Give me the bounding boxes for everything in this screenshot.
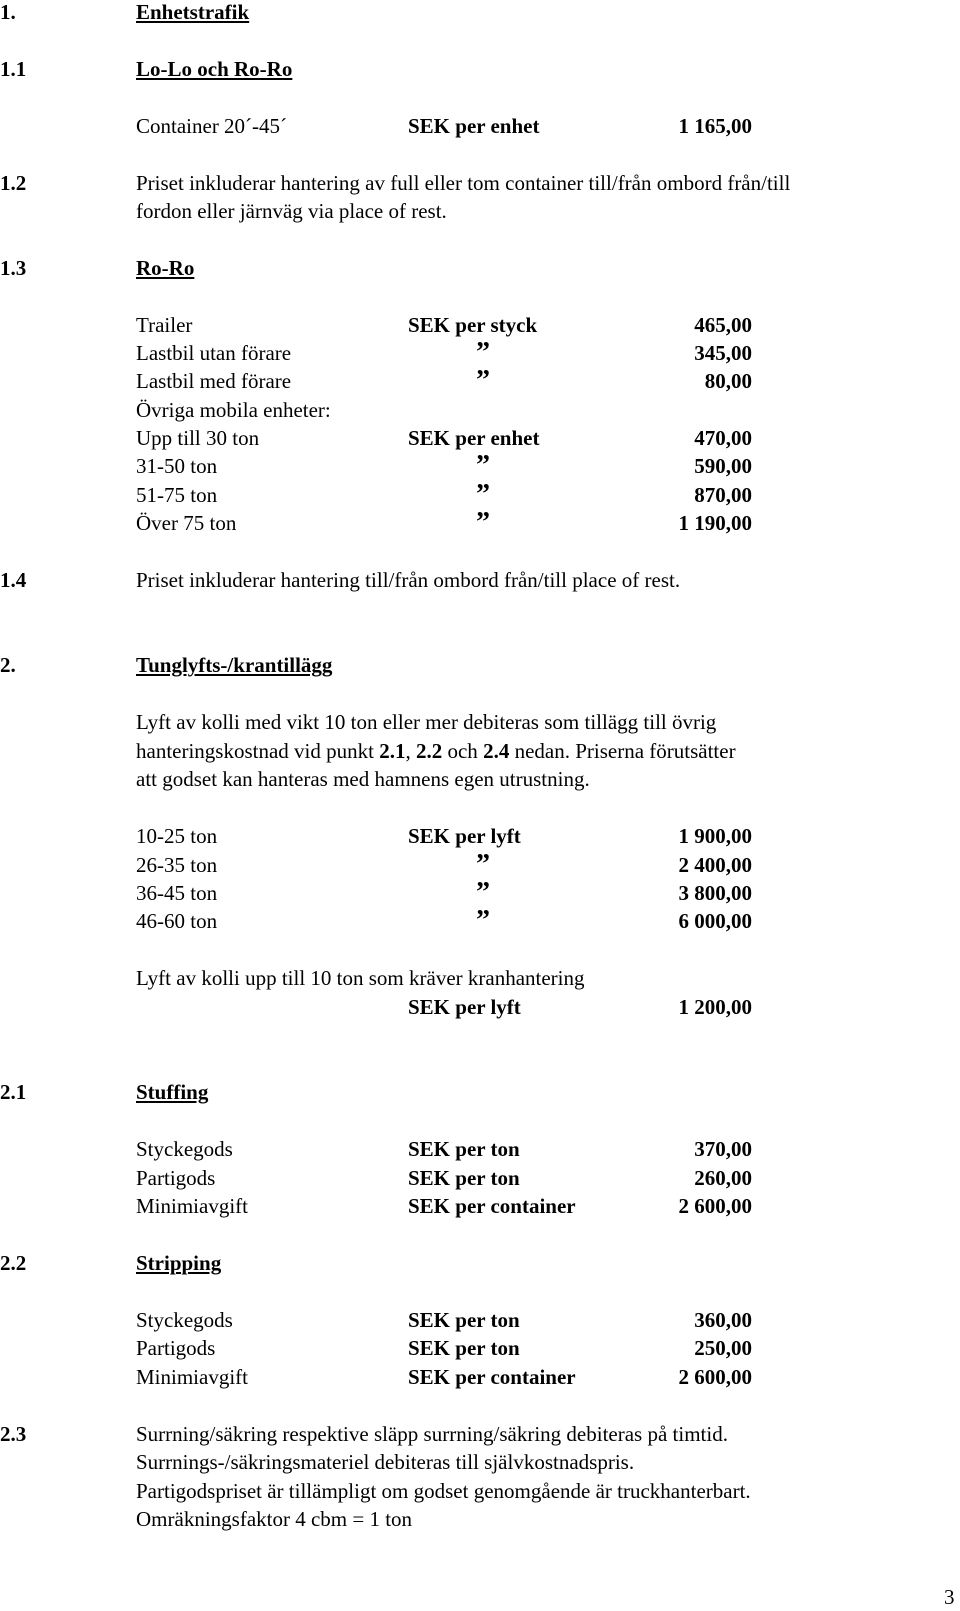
price-label: Styckegods xyxy=(136,1137,233,1161)
paragraph-line: Omräkningsfaktor 4 cbm = 1 ton xyxy=(136,1507,413,1531)
text-run: och xyxy=(442,739,484,763)
section-number: 1.2 xyxy=(0,171,27,195)
price-label: 26-35 ton xyxy=(136,853,218,877)
price-label: 31-50 ton xyxy=(136,454,218,478)
price-amount: 6 000,00 xyxy=(678,909,752,933)
section-number: 1.3 xyxy=(0,256,27,280)
price-amount: 1 165,00 xyxy=(678,114,752,138)
price-amount: 80,00 xyxy=(704,369,752,393)
section-number: 2.3 xyxy=(0,1422,27,1446)
page-number: 3 xyxy=(944,1585,955,1609)
price-unit: SEK per lyft xyxy=(408,995,521,1019)
paragraph-line: Priset inkluderar hantering av full eller tom container till/från ombord från/till xyxy=(136,171,791,195)
price-amount: 1 200,00 xyxy=(678,995,752,1019)
price-unit: SEK per ton xyxy=(408,1308,520,1332)
section-number: 1.4 xyxy=(0,568,27,592)
price-amount: 2 600,00 xyxy=(678,1365,752,1389)
price-unit: SEK per lyft xyxy=(408,824,521,848)
price-unit: SEK per styck xyxy=(408,313,538,337)
ditto-mark: ” xyxy=(476,849,490,880)
price-amount: 870,00 xyxy=(694,483,752,507)
price-amount: 345,00 xyxy=(694,341,752,365)
price-label: 36-45 ton xyxy=(136,881,218,905)
paragraph-line: att godset kan hanteras med hamnens egen utrustning. xyxy=(136,767,590,791)
section-number: 2.1 xyxy=(0,1080,27,1104)
section-title: Stripping xyxy=(136,1251,222,1275)
ditto-mark: ” xyxy=(476,450,490,481)
section-title: Tunglyfts-/krantillägg xyxy=(136,653,333,677)
price-amount: 3 800,00 xyxy=(678,881,752,905)
price-label: Partigods xyxy=(136,1336,216,1360)
point-reference: 2.1 xyxy=(379,739,406,763)
price-amount: 465,00 xyxy=(694,313,752,337)
text-run: nedan. Priserna förutsätter xyxy=(509,739,736,763)
price-unit: SEK per container xyxy=(408,1365,576,1389)
paragraph-line: Surrning/säkring respektive släpp surrning/säkring debiteras på timtid. xyxy=(136,1422,728,1446)
price-unit: SEK per enhet xyxy=(408,426,540,450)
price-amount: 2 600,00 xyxy=(678,1194,752,1218)
paragraph-line: Surrnings-/säkringsmateriel debiteras till självkostnadspris. xyxy=(136,1450,635,1474)
section-number: 1.1 xyxy=(0,57,27,81)
price-amount: 1 190,00 xyxy=(678,511,752,535)
ditto-mark: ” xyxy=(476,877,490,908)
paragraph-line xyxy=(136,737,736,765)
price-label: Övriga mobila enheter: xyxy=(136,398,331,422)
price-label: Partigods xyxy=(136,1166,216,1190)
price-label: Minimiavgift xyxy=(136,1194,248,1218)
price-amount: 260,00 xyxy=(694,1166,752,1190)
section-title: Lo-Lo och Ro-Ro xyxy=(136,57,293,81)
paragraph-line: Partigodspriset är tillämpligt om godset genomgående är truckhanterbart. xyxy=(136,1479,751,1503)
price-label: Upp till 30 ton xyxy=(136,426,260,450)
paragraph-line: Priset inkluderar hantering till/från ombord från/till place of rest. xyxy=(136,568,681,592)
section-number: 2. xyxy=(0,653,16,677)
paragraph-line: Lyft av kolli med vikt 10 ton eller mer debiteras som tillägg till övrig xyxy=(136,710,717,734)
section-title: Ro-Ro xyxy=(136,256,195,280)
ditto-mark: ” xyxy=(476,479,490,510)
price-label: 10-25 ton xyxy=(136,824,218,848)
text-run: , xyxy=(405,739,416,763)
price-label: Lastbil med förare xyxy=(136,369,292,393)
price-amount: 2 400,00 xyxy=(678,853,752,877)
section-title: Stuffing xyxy=(136,1080,209,1104)
price-label: Container 20´-45´ xyxy=(136,114,288,138)
price-unit: SEK per ton xyxy=(408,1336,520,1360)
ditto-mark: ” xyxy=(476,337,490,368)
price-label: Styckegods xyxy=(136,1308,233,1332)
price-unit: SEK per ton xyxy=(408,1137,520,1161)
price-amount: 250,00 xyxy=(694,1336,752,1360)
price-label: Minimiavgift xyxy=(136,1365,248,1389)
price-label: Lastbil utan förare xyxy=(136,341,292,365)
section-number: 1. xyxy=(0,0,16,24)
text-run: hanteringskostnad vid punkt xyxy=(136,739,380,763)
price-label: 46-60 ton xyxy=(136,909,218,933)
price-unit: SEK per container xyxy=(408,1194,576,1218)
section-number: 2.2 xyxy=(0,1251,27,1275)
price-label: Trailer xyxy=(136,313,193,337)
price-amount: 1 900,00 xyxy=(678,824,752,848)
price-amount: 360,00 xyxy=(694,1308,752,1332)
price-label: Över 75 ton xyxy=(136,511,237,535)
point-reference: 2.2 xyxy=(415,739,443,763)
paragraph-line: fordon eller järnväg via place of rest. xyxy=(136,199,447,223)
price-unit: SEK per ton xyxy=(408,1166,520,1190)
point-reference: 2.4 xyxy=(483,739,510,763)
price-amount: 590,00 xyxy=(694,454,752,478)
price-label: 51-75 ton xyxy=(136,483,218,507)
price-amount: 370,00 xyxy=(694,1137,752,1161)
price-amount: 470,00 xyxy=(694,426,752,450)
paragraph-line: Lyft av kolli upp till 10 ton som kräver kranhantering xyxy=(136,966,585,990)
ditto-mark: ” xyxy=(476,507,490,538)
ditto-mark: ” xyxy=(476,365,490,396)
price-unit: SEK per enhet xyxy=(408,114,540,138)
section-title: Enhetstrafik xyxy=(136,0,250,24)
ditto-mark: ” xyxy=(476,905,490,936)
